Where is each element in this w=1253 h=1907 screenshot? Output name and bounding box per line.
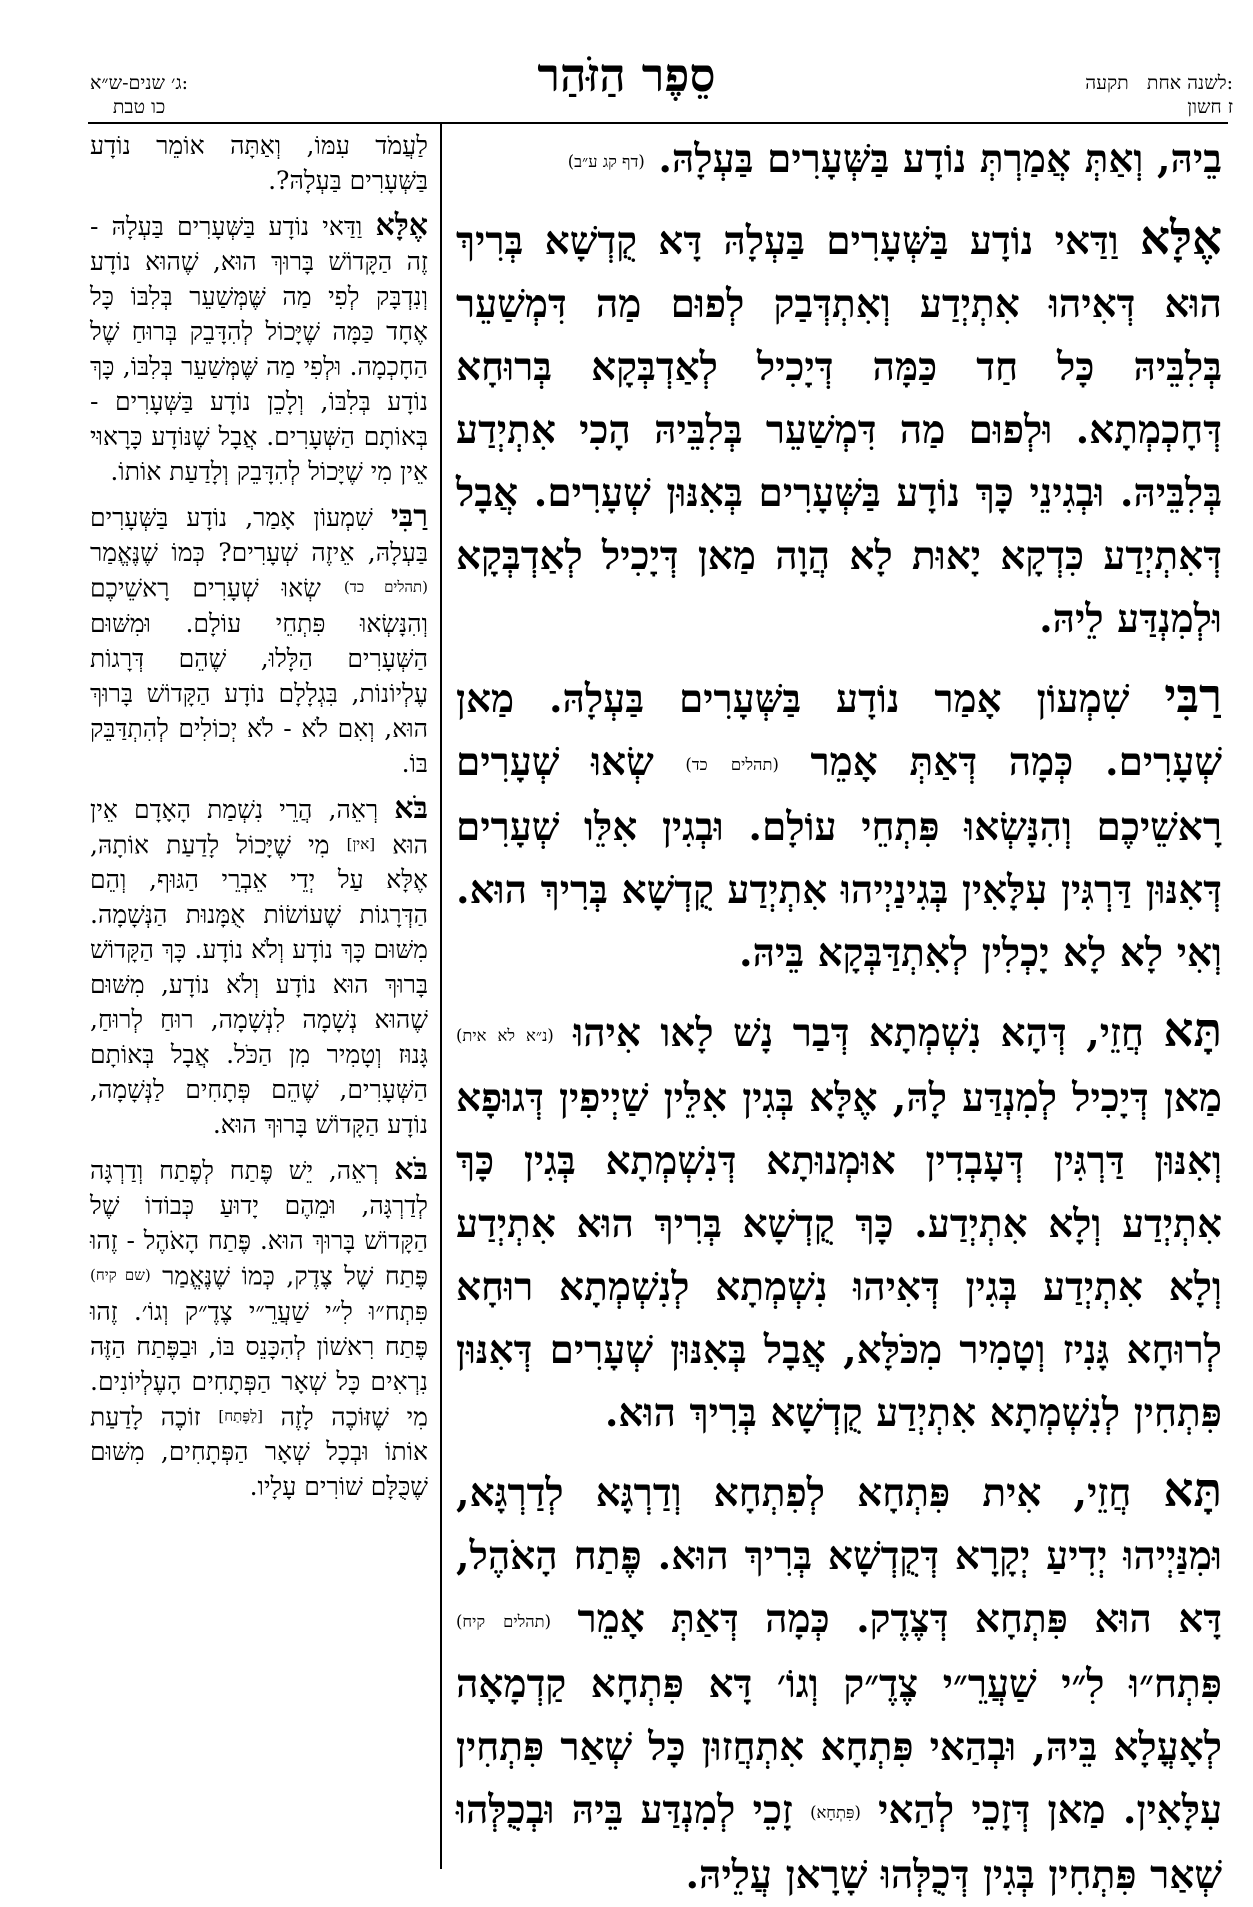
- one-year-schedule: לשנה אחת:: [1146, 72, 1233, 94]
- page-header: [0, 0, 1253, 128]
- main-p5-opener: תָּא: [1163, 1463, 1222, 1519]
- main-p1-text: בֵיהּ, וְאַתְּ אֲמַרְתְּ נוֹדָע בַּשְּׁעָרִים בַּעְלָהּ.: [658, 136, 1222, 182]
- main-p4-ref: (נ״א לא אית): [456, 1026, 554, 1046]
- side-paragraph-5: [90, 1152, 428, 1504]
- side-paragraph-4: [90, 791, 428, 1143]
- side-paragraph-2: [90, 208, 428, 489]
- main-paragraph-1: [456, 128, 1222, 193]
- main-p3-text-a: שִׁמְעוֹן אָמַר נוֹדָע בַּשְּׁעָרִים בַּעְלָהּ. מַאן שְׁעָרִים. כְּמָה דְּאַתְּ אָמֵר: [456, 676, 1223, 786]
- side-paragraph-1: [90, 128, 428, 198]
- one-year-date: ז חשון: [1187, 95, 1233, 118]
- aramaic-main-column: [456, 128, 1223, 1899]
- main-p4-text-a: חֲזֵי, דְּהָא נִשְׁמְתָא דְּבַר נָשׁ לָאו אִיהוּ: [573, 1010, 1144, 1057]
- main-p4-text-b: מַאן דְּיָכִיל לְמִנְדַּע לָהּ, אֶלָּא בְּגִין אִלֵּין שַׁיְיפִין דְּגוּפָא וְאִנּוּן דַּרְגִּין דְּעָבְדִין אוּמְנוּתָא דְּנִשְׁמְתָא בְּגִין כָּךְ אִתְיְדַע וְלָא אִתְיְדַע. כָּךְ קֻדְשָׁא בְּרִיךְ הוּא אִתְיְדַע וְלָא אִתְיְדַע בְּגִין דְּאִיהוּ נִשְׁמְתָא לְנִשְׁמְתָא רוּחָא לְרוּחָא גָּנִיז וְטָמִיר מִכֹּלָּא, אֲבָל בְּאִנּוּן שְׁעָרִים דְּאִנּוּן פִּתְחִין לְנִשְׁמְתָא אִתְיְדַע קֻדְשָׁא בְּרִיךְ הוּא.: [456, 1075, 1222, 1437]
- side-p5-ref2: [לַפֶּתַח]: [218, 1406, 263, 1425]
- side-p3-ref: (תהלים כד): [343, 578, 429, 596]
- main-paragraph-3: [456, 665, 1222, 985]
- side-p4-opener: בֹּא: [394, 790, 428, 826]
- column-divider: [440, 124, 442, 1869]
- side-p5-ref: (שם קיח): [90, 1266, 151, 1284]
- side-p5-text-b: פִּתְח״וּ לִ״י שַׁעֲרֵ״י צֶדֶ״ק וְגוֹ׳. זֶהוּ פֶּתַח רִאשׁוֹן לְהִכָּנֵס בּוֹ, וּבַפֶּתַח הַזֶּה נִרְאִים כָּל שְׁאָר הַפְּתָחִים הָעֶלְיוֹנִים. מִי שֶׁזּוֹכֶה לָזֶה: [90, 1296, 428, 1431]
- main-p5-ref2: (פִּתְחָא): [810, 1803, 861, 1823]
- side-p4-text-b: מִי שֶׁיָּכוֹל לָדַעַת אוֹתָהּ, אֶלָּא עַל יְדֵי אֵבְרֵי הַגּוּף, וְהֵם הַדְּרָגוֹת שֶׁעוֹשׂוֹת אֻמָּנוּת הַנְּשָׁמָה. מִשּׁוּם כָּךְ נוֹדָע וְלֹא נוֹדָע. כָּךְ הַקָּדוֹשׁ בָּרוּךְ הוּא נוֹדָע וְלֹא נוֹדָע, מִשּׁוּם שֶׁהוּא נְשָׁמָה לִנְשָׁמָה, רוּחַ לְרוּחַ, גָּנוּז וְטָמִיר מִן הַכֹּל. אֲבָל בְּאוֹתָם הַשְּׁעָרִים, שֶׁהֵם פְּתָחִים לַנְּשָׁמָה, נוֹדָע הַקָּדוֹשׁ בָּרוּךְ הוּא.: [90, 830, 428, 1139]
- main-paragraph-5: [456, 1459, 1222, 1907]
- side-p1-text: לַעֲמֹד עִמּוֹ, וְאַתָּה אוֹמֵר נוֹדָע בַּשְּׁעָרִים בַּעְלָהּ?.: [90, 131, 428, 195]
- side-p2-opener: אֶלָּא: [375, 208, 428, 243]
- side-p4-text-a: רְאֵה, הֲרֵי נִשְׁמַת הָאָדָם אֵין הוּא: [90, 794, 428, 859]
- main-paragraph-2: [456, 207, 1222, 651]
- page-title: סֵפֶר הַזֹּהַר: [537, 48, 716, 102]
- main-p4-opener: תָּא: [1163, 1003, 1223, 1059]
- header-rule: [88, 122, 1228, 124]
- page-reference: (דף קג ע״ב): [567, 152, 645, 172]
- main-p5-text-a: חֲזֵי, אִית פִּתְחָא לְפִתְחָא וְדַרְגָּא לְדַרְגָּא, וּמִנַּיְיהוּ יְדִיעַ יְקָרָא דְּקֻדְשָׁא בְּרִיךְ הוּא. פֶּתַח הָאֹהֶל, דָּא הוּא פִּתְחָא דְּצֶדֶק. כְּמָה דְּאַתְּ אָמֵר: [456, 1470, 1223, 1643]
- hebrew-translation-column: [90, 128, 428, 1868]
- main-p2-text: וַדַּאי נוֹדָע בַּשְּׁעָרִים בַּעְלָהּ דָּא קֻדְשָׁא בְּרִיךְ הוּא דְּאִיהוּ אִתְיְדַע וְאִתְדְּבַק לְפוּם מַה דִּמְשַׁעֵר בְּלִבֵּיהּ כָּל חַד כַּמָּה דְּיָכִיל לְאַדְבְּקָא בְּרוּחָא דְּחָכְמְתָא. וּלְפוּם מַה דִּמְשַׁעֵר בְּלִבֵּיהּ הָכִי אִתְיְדַע בְּלִבֵּיהּ. וּבְגִינֵי כָּךְ נוֹדָע בַּשְּׁעָרִים בְּאִנּוּן שְׁעָרִים. אֲבָל דְּאִתְיְדַע כִּדְקָא יָאוּת לָא הֲוָה מַאן דְּיָכִיל לְאַדְבְּקָא וּלְמִנְדַּע לֵיהּ.: [456, 218, 1222, 643]
- main-p3-opener: רַבִּי: [1164, 669, 1222, 725]
- side-paragraph-3: [90, 499, 428, 781]
- three-year-schedule: ג׳ שנים-ש״א:: [90, 72, 189, 94]
- three-year-date: כו טבת: [112, 95, 166, 118]
- main-p5-ref: (תהלים קיח): [456, 1612, 552, 1632]
- main-p5-text-c: זָכֵי לְמִנְדַּע בֵּיהּ וּבְכֻלְּהוּ שְׁאַר פִּתְחִין בְּגִין דְּכֻלְּהוּ שָׁרָאן עֲלֵיהּ.: [456, 1787, 1222, 1899]
- side-p2-text: וַדַּאי נוֹדָע בַּשְּׁעָרִים בַּעְלָהּ - זֶה הַקָּדוֹשׁ בָּרוּךְ הוּא, שֶׁהוּא נוֹדָע וְנִדְבָּק לְפִי מַה שֶּׁמְּשַׁעֵר בְּלִבּוֹ כָּל אֶחָד כַּמָּה שֶׁיָּכוֹל לְהִדָּבֵק בְּרוּחַ שֶׁל הַחָכְמָה. וּלְפִי מַה שֶּׁמְּשַׁעֵר בְּלִבּוֹ, כָּךְ נוֹדָע בְּלִבּוֹ, וְלָכֵן נוֹדָע בַּשְּׁעָרִים - בְּאוֹתָם הַשְּׁעָרִים. אֲבָל שֶׁנּוֹדָע כָּרָאוּי אֵין מִי שֶׁיָּכוֹל לְהִדָּבֵק וְלָדַעַת אוֹתוֹ.: [90, 212, 428, 486]
- side-p5-text-c: זוֹכֶה לָדַעַת אוֹתוֹ וּבְכָל שְׁאָר הַפְּתָחִים, מִשּׁוּם שֶׁכֻּלָּם שׁוֹרִים עָלָיו.: [90, 1402, 428, 1501]
- header-left-info: [90, 72, 188, 120]
- main-p5-text-b: פִּתְח״וּ לִ״י שַׁעֲרֵ״י צֶדֶ״ק וְגוֹ׳ דָּא פִּתְחָא קַדְמָאָה לְאָעֳלָא בֵּיהּ, וּבְהַאי פִּתְחָא אִתְחֲזוּן כָּל שְׁאַר פִּתְחִין עִלָּאִין. מַאן דְּזָכֵי לְהַאי: [456, 1661, 1223, 1834]
- side-p3-text-a: שִׁמְעוֹן אָמַר, נוֹדָע בַּשְּׁעָרִים בַּעְלָהּ, אֵיזֶה שְׁעָרִים? כְּמוֹ שֶׁנֶּאֱמַר: [90, 503, 428, 567]
- side-p4-ref: [אין]: [346, 834, 376, 853]
- main-paragraph-4: [456, 999, 1222, 1445]
- page-number: תקעה: [1085, 72, 1129, 94]
- side-p5-opener: בֹּא: [394, 1152, 428, 1187]
- side-p5-text-a: רְאֵה, יֵשׁ פֶּתַח לְפֶתַח וְדַרְגָּה לְדַרְגָּה, וּמֵהֶם יָדוּעַ כְּבוֹדוֹ שֶׁל הַקָּדוֹשׁ בָּרוּךְ הוּא. פֶּתַח הָאֹהֶל - זֶהוּ פֶּתַח שֶׁל צֶדֶק, כְּמוֹ שֶׁנֶּאֱמַר: [90, 1156, 429, 1291]
- side-p3-opener: רַבִּי: [390, 499, 428, 534]
- side-p3-text-b: שְׂאוּ שְׁעָרִים רָאשֵׁיכֶם וְהִנָּשְׂאוּ פִּתְחֵי עוֹלָם. וּמִשּׁוּם הַשְּׁעָרִים הַלָּלוּ, שֶׁהֵם דְּרָגוֹת עֶלְיוֹנוֹת, בִּגְלָלָם נוֹדָע הַקָּדוֹשׁ בָּרוּךְ הוּא, וְאִם לֹא - לֹא יְכוֹלִים לְהִתְדַּבֵּק בּוֹ.: [90, 573, 428, 778]
- main-p3-ref: (תהלים כד): [685, 755, 779, 775]
- main-p2-opener: אֶלָּא: [1140, 211, 1223, 267]
- main-p3-text-b: שְׂאוּ שְׁעָרִים רָאשֵׁיכֶם וְהִנָּשְׂאוּ פִּתְחֵי עוֹלָם. וּבְגִין אִלֵּו שְׁעָרִים דְּאִנּוּן דַּרְגִּין עִלָּאִין בְּגִינַיְיהוּ אִתְיְדַע קֻדְשָׁא בְּרִיךְ הוּא. וְאִי לָא לָא יָכְלִין לְאִתְדַּבְּקָא בֵּיהּ.: [456, 739, 1222, 977]
